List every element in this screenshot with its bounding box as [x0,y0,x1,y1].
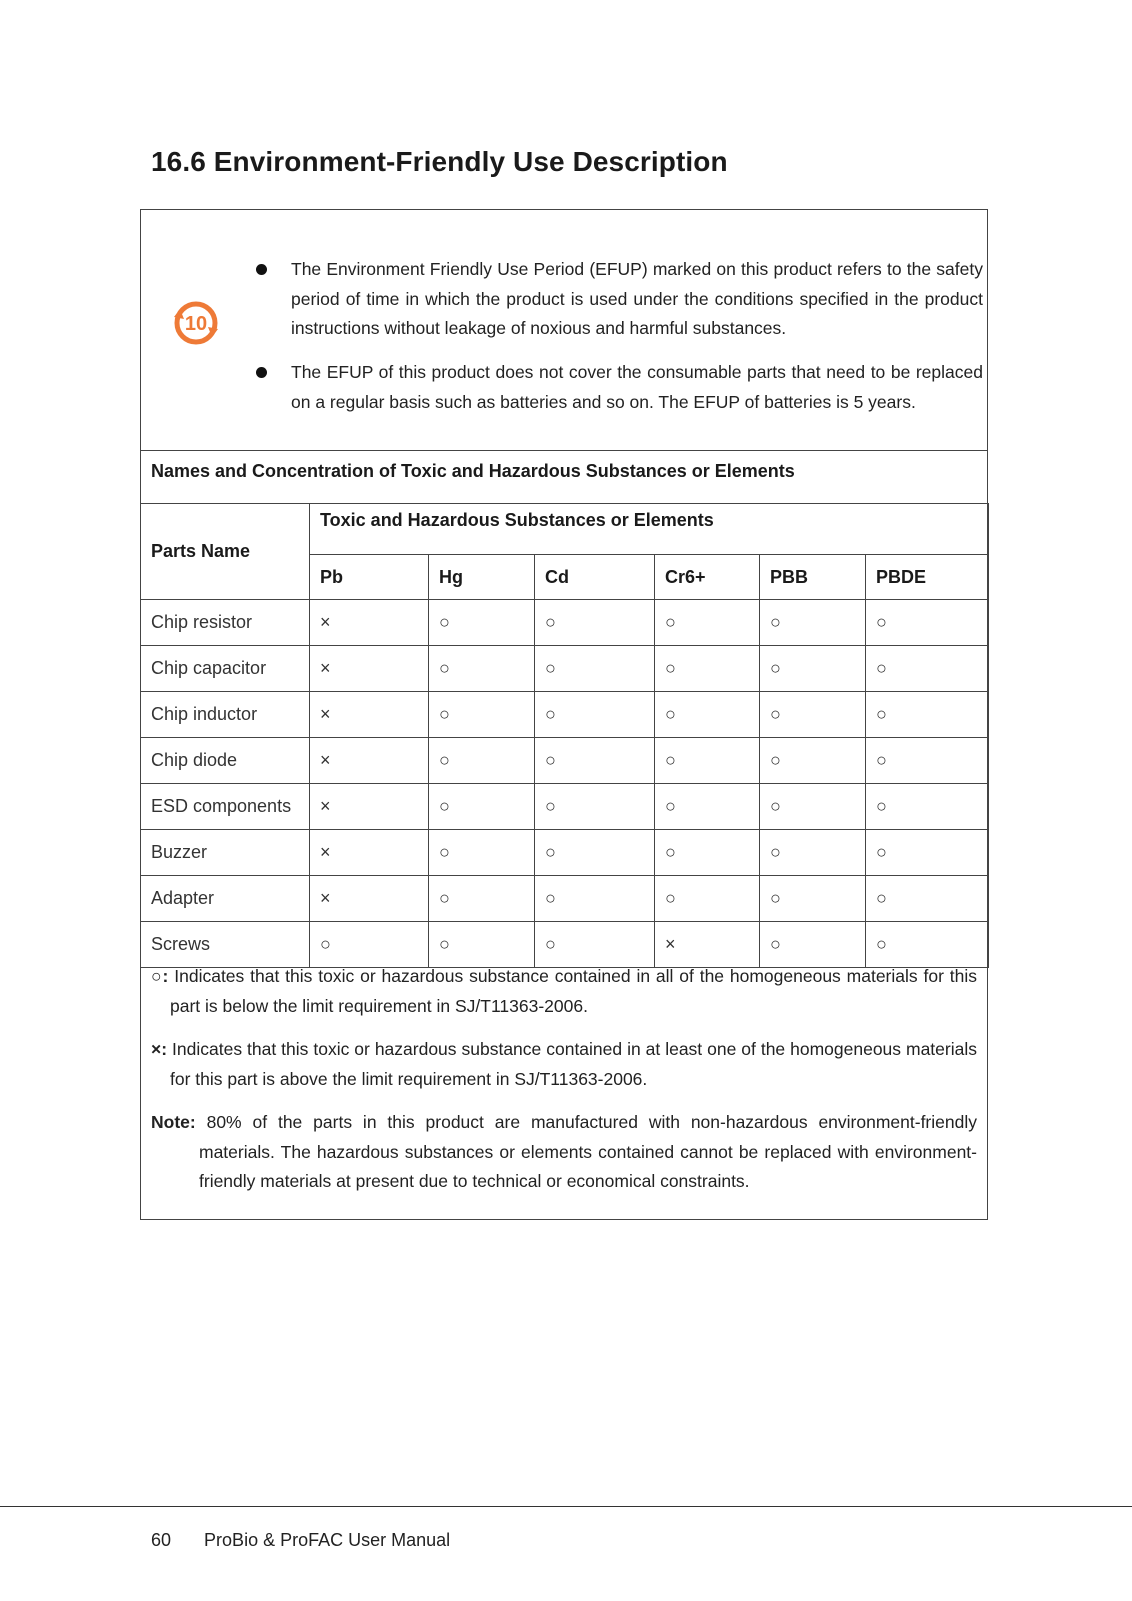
legend-cross-key: ×: [151,1039,168,1059]
column-header-pbb: PBB [760,555,866,600]
efup-10-logo-icon [170,297,222,349]
part-name-cell: Adapter [141,876,310,922]
table-row [141,830,989,876]
table-row [141,600,989,646]
substance-cell: ○ [310,922,429,968]
note-text: 80% of the parts in this product are manufactured with non-hazardous environment-friendly materials. The hazardous substances or elements contained cannot be replaced with environment-friendly materials at present due to technical or economical constraints. [199,1112,977,1191]
substance-cell: ○ [655,738,760,784]
table-row [141,922,989,968]
substances-group-header: Toxic and Hazardous Substances or Elements [310,504,989,555]
substance-cell: ○ [535,830,655,876]
substance-cell: × [310,876,429,922]
part-name-cell: Chip resistor [141,600,310,646]
substance-cell: ○ [866,830,989,876]
substance-cell: × [310,646,429,692]
part-name-cell: Chip diode [141,738,310,784]
note-key: Note: [151,1112,196,1132]
table-row [141,738,989,784]
substance-cell: ○ [866,600,989,646]
legend-circle-note [151,962,977,1021]
manual-title: ProBio & ProFAC User Manual [204,1530,451,1550]
substance-cell: × [655,922,760,968]
substance-cell: ○ [866,692,989,738]
substance-cell: × [310,830,429,876]
substance-cell: ○ [866,738,989,784]
general-note [151,1108,977,1197]
substance-cell: × [310,738,429,784]
column-header-cd: Cd [535,555,655,600]
substance-cell: ○ [535,876,655,922]
substances-heading: Names and Concentration of Toxic and Hazardous Substances or Elements [141,450,987,503]
substance-cell: ○ [655,692,760,738]
substance-cell: ○ [429,922,535,968]
substance-cell: ○ [535,738,655,784]
part-name-cell: Screws [141,922,310,968]
table-row [141,646,989,692]
substance-cell: ○ [429,876,535,922]
substance-cell: ○ [866,922,989,968]
substance-cell: ○ [866,876,989,922]
substance-cell: ○ [429,600,535,646]
substance-cell: ○ [760,600,866,646]
substance-cell: ○ [760,738,866,784]
substance-cell: ○ [760,784,866,830]
efup-frame [140,209,988,1220]
table-row [141,784,989,830]
substance-cell: ○ [655,646,760,692]
substance-cell: ○ [535,784,655,830]
part-name-cell: Buzzer [141,830,310,876]
substance-cell: ○ [429,738,535,784]
substance-cell: ○ [655,830,760,876]
substance-cell: ○ [760,692,866,738]
substance-cell: ○ [760,922,866,968]
efup-bullet-consumables [291,358,983,417]
substance-cell: × [310,600,429,646]
footer-divider [0,1506,1132,1507]
substance-cell: ○ [760,646,866,692]
legend-cross-text: Indicates that this toxic or hazardous substance contained in at least one of the homogeneous materials for this part is above the limit requirement in SJ/T11363-2006. [170,1039,977,1089]
substance-cell: × [310,692,429,738]
substance-cell: ○ [760,876,866,922]
part-name-cell: Chip inductor [141,692,310,738]
efup-bullet-text: The Environment Friendly Use Period (EFUP) marked on this product refers to the safety period of time in which the product is used under the conditions specified in the product instructions without leakage of noxious and harmful substances. [291,259,983,338]
part-name-cell: Chip capacitor [141,646,310,692]
substance-cell: ○ [760,830,866,876]
substance-cell: ○ [535,600,655,646]
page-footer [151,1530,450,1551]
substance-cell: ○ [535,922,655,968]
table-row [141,876,989,922]
substance-cell: ○ [429,784,535,830]
column-header-pb: Pb [310,555,429,600]
substance-cell: ○ [655,876,760,922]
substance-cell: ○ [429,830,535,876]
page-number: 60 [151,1530,172,1550]
substance-cell: ○ [655,784,760,830]
substance-cell: ○ [429,692,535,738]
efup-section [141,210,987,450]
substances-table [140,503,989,968]
efup-bullet-text: The EFUP of this product does not cover the consumable parts that need to be replaced on a regular basis such as batteries and so on. The EFUP of batteries is 5 years. [291,362,983,412]
substance-cell: ○ [429,646,535,692]
efup-logo-number: 10 [184,313,208,335]
bullet-dot-icon [256,367,267,378]
substance-cell: ○ [535,646,655,692]
page-title: 16.6 Environment-Friendly Use Description [151,146,728,177]
column-header-hg: Hg [429,555,535,600]
substance-cell: ○ [866,646,989,692]
table-row [141,692,989,738]
column-header-cr6: Cr6+ [655,555,760,600]
legend-cross-note [151,1035,977,1094]
bullet-dot-icon [256,264,267,275]
parts-name-header: Parts Name [141,504,310,600]
substance-cell: ○ [655,600,760,646]
efup-bullet-period [291,255,983,344]
legend-notes [151,962,977,1211]
table-group-header-row [141,504,989,555]
substance-cell: ○ [535,692,655,738]
column-header-pbde: PBDE [866,555,989,600]
substance-cell: ○ [866,784,989,830]
legend-circle-key: ○: [151,966,169,986]
part-name-cell: ESD components [141,784,310,830]
legend-circle-text: Indicates that this toxic or hazardous substance contained in all of the homogeneous materials for this part is below the limit requirement in SJ/T11363-2006. [170,966,977,1016]
substance-cell: × [310,784,429,830]
